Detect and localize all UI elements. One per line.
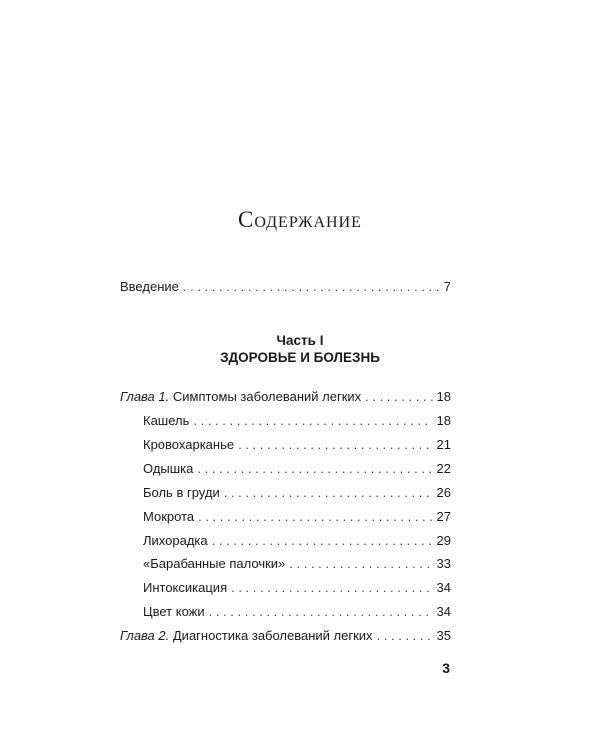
toc-entry-page: 18 bbox=[436, 413, 451, 428]
toc-entry-section bbox=[143, 533, 451, 549]
dot-leader bbox=[365, 389, 432, 405]
dot-leader bbox=[289, 556, 432, 572]
toc-entry-chapter-1 bbox=[120, 389, 451, 405]
toc-entry-page: 29 bbox=[436, 533, 451, 548]
dot-leader bbox=[198, 509, 432, 525]
dot-leader bbox=[193, 413, 432, 429]
chapter-title: Симптомы заболеваний легких bbox=[172, 389, 362, 404]
toc-entry-label: «Барабанные палочки» bbox=[143, 556, 286, 571]
toc-entry-page: 21 bbox=[436, 437, 451, 452]
part-name: ЗДОРОВЬЕ И БОЛЕЗНЬ bbox=[220, 350, 380, 365]
toc-entry-label: Одышка bbox=[143, 461, 194, 476]
toc-entry-label: Лихорадка bbox=[143, 533, 208, 548]
toc-entry-page: 7 bbox=[443, 279, 451, 294]
toc-entry-page: 33 bbox=[436, 556, 451, 571]
toc-entry-label: Кашель bbox=[143, 413, 190, 428]
toc-entry-label: Цвет кожи bbox=[143, 604, 205, 619]
dot-leader bbox=[197, 461, 432, 477]
toc-entry-page: 34 bbox=[436, 580, 451, 595]
toc-entry-label: Боль в груди bbox=[143, 485, 220, 500]
toc-entry-label: Мокрота bbox=[143, 509, 195, 524]
toc-entry-label: Интоксикация bbox=[143, 580, 228, 595]
toc-entry-section bbox=[143, 437, 451, 453]
toc-entry-section bbox=[143, 604, 451, 620]
chapter-prefix: Глава 1. bbox=[120, 389, 170, 404]
toc-entry-label: Кровохарканье bbox=[143, 437, 235, 452]
page-title: Содержание bbox=[238, 207, 362, 232]
toc-entry-section bbox=[143, 485, 451, 501]
chapter-prefix: Глава 2. bbox=[120, 628, 170, 643]
dot-leader bbox=[183, 279, 440, 295]
toc-entry-section bbox=[143, 509, 451, 525]
toc-entry-label bbox=[120, 389, 361, 405]
dot-leader bbox=[377, 628, 433, 644]
chapter-title: Диагностика заболеваний легких bbox=[172, 628, 373, 643]
toc-entry-page: 27 bbox=[436, 509, 451, 524]
toc-entry-section bbox=[143, 556, 451, 572]
toc-entry-section bbox=[143, 461, 451, 477]
toc-entry-section bbox=[143, 413, 451, 429]
toc-entry-label: Введение bbox=[120, 279, 179, 294]
page-number: 3 bbox=[442, 660, 450, 676]
dot-leader bbox=[238, 437, 432, 453]
toc-entry-intro bbox=[120, 279, 451, 295]
part-number: Часть I bbox=[276, 333, 324, 348]
dot-leader bbox=[212, 533, 433, 549]
toc-entry-page: 26 bbox=[436, 485, 451, 500]
dot-leader bbox=[224, 485, 433, 501]
toc-entry-page: 18 bbox=[436, 389, 451, 404]
toc-entry-page: 35 bbox=[436, 628, 451, 643]
dot-leader bbox=[231, 580, 432, 596]
dot-leader bbox=[209, 604, 433, 620]
toc-entry-chapter-2 bbox=[120, 628, 451, 644]
toc-entry-section bbox=[143, 580, 451, 596]
toc-entry-label bbox=[120, 628, 373, 644]
toc-entry-page: 22 bbox=[436, 461, 451, 476]
toc-entry-page: 34 bbox=[436, 604, 451, 619]
